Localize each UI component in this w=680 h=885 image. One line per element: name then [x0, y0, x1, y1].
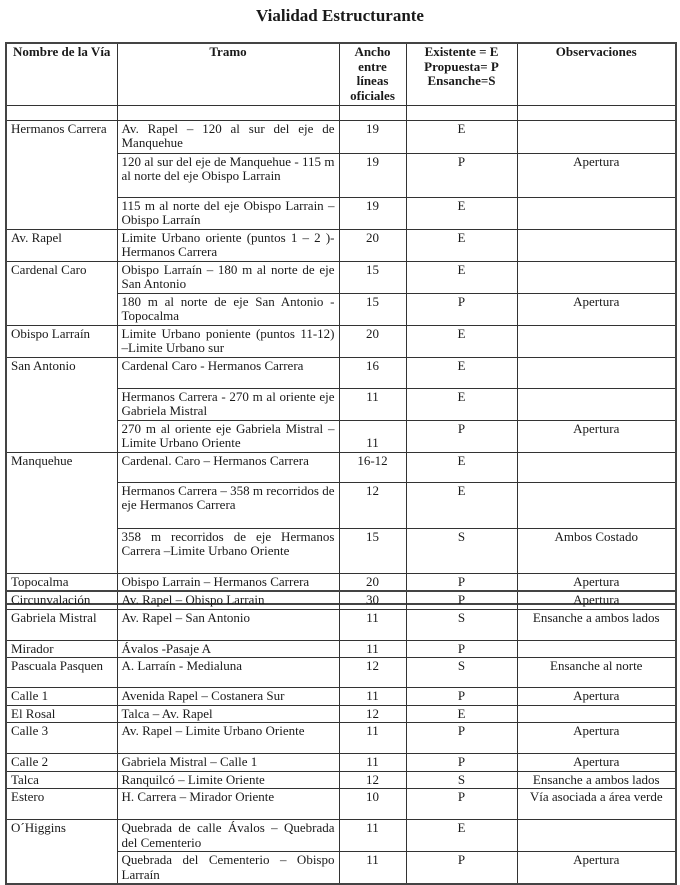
ancho-cell: 11	[339, 420, 406, 452]
estado-cell: P	[406, 723, 517, 754]
tramo-cell: Hermanos Carrera - 270 m al oriente eje Gabriela Mistral	[117, 388, 339, 420]
tramo-cell: Limite Urbano poniente (puntos 11-12) –Limite Urbano sur	[117, 325, 339, 357]
estado-cell: E	[406, 197, 517, 229]
ancho-cell: 11	[339, 723, 406, 754]
estado-cell: P	[406, 153, 517, 197]
road-name-cell: El Rosal	[6, 705, 117, 723]
ancho-cell: 20	[339, 325, 406, 357]
observaciones-cell: Ensanche a ambos lados	[517, 771, 676, 789]
table-row	[6, 705, 676, 723]
road-table-main	[5, 42, 677, 605]
observaciones-cell	[517, 357, 676, 388]
estado-cell: P	[406, 420, 517, 452]
estado-cell: E	[406, 388, 517, 420]
estado-cell: P	[406, 789, 517, 820]
estado-cell: P	[406, 754, 517, 772]
estado-cell: P	[406, 591, 517, 609]
tramo-cell: 358 m recorridos de eje Hermanos Carrera –Limite Urbano Oriente	[117, 528, 339, 573]
ancho-cell: 16-12	[339, 452, 406, 482]
tramo-cell: Obispo Larrain – Hermanos Carrera	[117, 573, 339, 604]
ancho-cell: 19	[339, 153, 406, 197]
road-name-cell: Hermanos Carrera	[6, 120, 117, 229]
ancho-cell: 15	[339, 293, 406, 325]
estado-cell: P	[406, 293, 517, 325]
tramo-cell: Obispo Larraín – 180 m al norte de eje San Antonio	[117, 261, 339, 293]
header-row	[6, 43, 676, 105]
table-row	[6, 789, 676, 820]
table-row	[6, 754, 676, 772]
observaciones-cell	[517, 197, 676, 229]
ancho-cell: 16	[339, 357, 406, 388]
table-row	[6, 229, 676, 261]
observaciones-cell	[517, 388, 676, 420]
ancho-cell: 12	[339, 482, 406, 528]
estado-cell: S	[406, 658, 517, 688]
ancho-cell: 30	[339, 591, 406, 609]
road-name-cell: Mirador	[6, 640, 117, 658]
observaciones-cell: Apertura	[517, 420, 676, 452]
ancho-cell: 11	[339, 754, 406, 772]
estado-cell: E	[406, 357, 517, 388]
table-row	[6, 820, 676, 852]
ancho-cell: 15	[339, 261, 406, 293]
road-name-cell: Av. Rapel	[6, 229, 117, 261]
ancho-cell: 11	[339, 820, 406, 852]
observaciones-cell: Apertura	[517, 573, 676, 604]
blank-row	[6, 105, 676, 120]
tramo-cell: Quebrada del Cementerio – Obispo Larraín	[117, 852, 339, 885]
ancho-cell: 11	[339, 609, 406, 640]
table-row	[6, 658, 676, 688]
table-row	[6, 688, 676, 706]
tramo-cell: Cardenal Caro - Hermanos Carrera	[117, 357, 339, 388]
observaciones-cell	[517, 229, 676, 261]
estado-cell: P	[406, 688, 517, 706]
estado-cell: E	[406, 261, 517, 293]
estado-cell: E	[406, 705, 517, 723]
tramo-cell: Ávalos -Pasaje A	[117, 640, 339, 658]
road-name-cell: Manquehue	[6, 452, 117, 573]
observaciones-cell: Apertura	[517, 688, 676, 706]
observaciones-cell: Ensanche al norte	[517, 658, 676, 688]
ancho-cell: 12	[339, 705, 406, 723]
ancho-cell: 10	[339, 789, 406, 820]
tramo-cell: H. Carrera – Mirador Oriente	[117, 789, 339, 820]
observaciones-cell	[517, 640, 676, 658]
road-name-cell: Calle 3	[6, 723, 117, 754]
estado-cell: P	[406, 640, 517, 658]
header-ancho: Ancho entre líneas oficiales	[339, 43, 406, 105]
table-row	[6, 452, 676, 482]
estado-cell: S	[406, 771, 517, 789]
tramo-cell: Limite Urbano oriente (puntos 1 – 2 )-Hermanos Carrera	[117, 229, 339, 261]
estado-cell: E	[406, 325, 517, 357]
ancho-cell: 15	[339, 528, 406, 573]
tramo-cell: 115 m al norte del eje Obispo Larrain – Obispo Larraín	[117, 197, 339, 229]
estado-cell: E	[406, 482, 517, 528]
observaciones-cell: Apertura	[517, 591, 676, 609]
road-name-cell: Talca	[6, 771, 117, 789]
tramo-cell: Av. Rapel – San Antonio	[117, 609, 339, 640]
ancho-cell: 11	[339, 388, 406, 420]
ancho-cell: 11	[339, 688, 406, 706]
estado-cell: S	[406, 609, 517, 640]
estado-cell: P	[406, 852, 517, 885]
table-row	[6, 591, 676, 609]
road-name-cell: Pascuala Pasquen	[6, 658, 117, 688]
road-name-cell: Calle 1	[6, 688, 117, 706]
estado-cell: E	[406, 820, 517, 852]
road-table-secondary	[5, 590, 677, 885]
header-tramo: Tramo	[117, 43, 339, 105]
tramo-cell: Avenida Rapel – Costanera Sur	[117, 688, 339, 706]
road-name-cell: Cardenal Caro	[6, 261, 117, 325]
tramo-cell: A. Larraín - Medialuna	[117, 658, 339, 688]
estado-cell: S	[406, 528, 517, 573]
observaciones-cell: Ambos Costado	[517, 528, 676, 573]
ancho-cell: 20	[339, 573, 406, 604]
tramo-cell: 270 m al oriente eje Gabriela Mistral – Limite Urbano Oriente	[117, 420, 339, 452]
tramo-cell: Ranquilcó – Limite Oriente	[117, 771, 339, 789]
road-name-cell: Circunvalación	[6, 591, 117, 609]
header-estado: Existente = E Propuesta= P Ensanche=S	[406, 43, 517, 105]
table-row	[6, 640, 676, 658]
table-row	[6, 261, 676, 293]
tramo-cell: Gabriela Mistral – Calle 1	[117, 754, 339, 772]
header-observaciones: Observaciones	[517, 43, 676, 105]
ancho-cell: 19	[339, 197, 406, 229]
observaciones-cell	[517, 325, 676, 357]
tramo-cell: Av. Rapel – Obispo Larrain	[117, 591, 339, 609]
observaciones-cell: Apertura	[517, 754, 676, 772]
ancho-cell: 20	[339, 229, 406, 261]
observaciones-cell	[517, 820, 676, 852]
tramo-cell: Av. Rapel – 120 al sur del eje de Manquehue	[117, 120, 339, 153]
observaciones-cell: Apertura	[517, 723, 676, 754]
table-row	[6, 771, 676, 789]
tramo-cell: Talca – Av. Rapel	[117, 705, 339, 723]
estado-cell: E	[406, 452, 517, 482]
tramo-cell: 180 m al norte de eje San Antonio - Topocalma	[117, 293, 339, 325]
table-row	[6, 357, 676, 388]
road-name-cell: Estero	[6, 789, 117, 820]
ancho-cell: 11	[339, 640, 406, 658]
road-name-cell: Topocalma	[6, 573, 117, 604]
observaciones-cell: Apertura	[517, 153, 676, 197]
tramo-cell: Cardenal. Caro – Hermanos Carrera	[117, 452, 339, 482]
ancho-cell: 11	[339, 852, 406, 885]
road-name-cell: San Antonio	[6, 357, 117, 452]
table-row	[6, 609, 676, 640]
tramo-cell: Av. Rapel – Limite Urbano Oriente	[117, 723, 339, 754]
observaciones-cell	[517, 452, 676, 482]
road-name-cell: Calle 2	[6, 754, 117, 772]
observaciones-cell: Apertura	[517, 852, 676, 885]
table-row	[6, 120, 676, 153]
observaciones-cell	[517, 261, 676, 293]
road-name-cell: Gabriela Mistral	[6, 609, 117, 640]
observaciones-cell	[517, 705, 676, 723]
observaciones-cell: Ensanche a ambos lados	[517, 609, 676, 640]
ancho-cell: 19	[339, 120, 406, 153]
observaciones-cell	[517, 120, 676, 153]
road-name-cell: O´Higgins	[6, 820, 117, 885]
document-title: Vialidad Estructurante	[256, 6, 424, 25]
observaciones-cell: Apertura	[517, 293, 676, 325]
estado-cell: E	[406, 229, 517, 261]
tramo-cell: Hermanos Carrera – 358 m recorridos de eje Hermanos Carrera	[117, 482, 339, 528]
tramo-cell: 120 al sur del eje de Manquehue - 115 m al norte del eje Obispo Larrain	[117, 153, 339, 197]
observaciones-cell: Vía asociada a área verde	[517, 789, 676, 820]
table-row	[6, 325, 676, 357]
road-name-cell: Obispo Larraín	[6, 325, 117, 357]
tramo-cell: Quebrada de calle Ávalos – Quebrada del Cementerio	[117, 820, 339, 852]
observaciones-cell	[517, 482, 676, 528]
table-row	[6, 723, 676, 754]
ancho-cell: 12	[339, 658, 406, 688]
estado-cell: P	[406, 573, 517, 604]
estado-cell: E	[406, 120, 517, 153]
header-nombre: Nombre de la Vía	[6, 43, 117, 105]
ancho-cell: 12	[339, 771, 406, 789]
